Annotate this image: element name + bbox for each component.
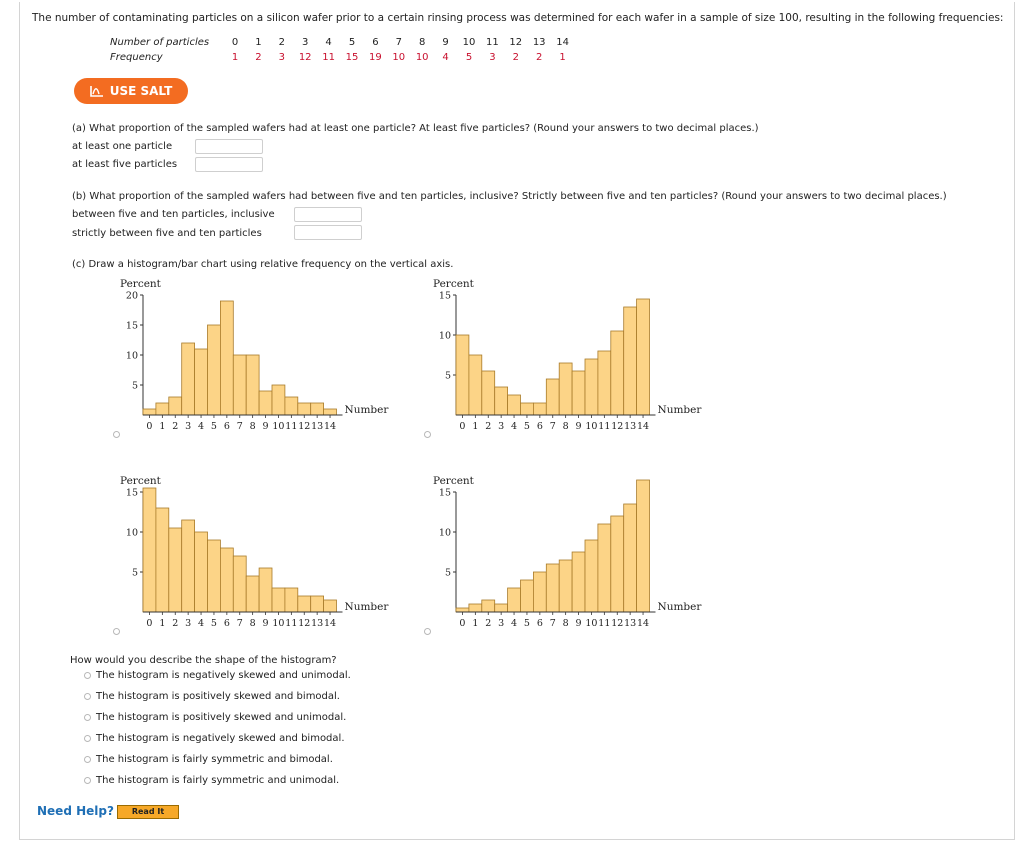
- x-tick-label: 5: [523, 618, 530, 629]
- x-tick-label: 7: [236, 618, 243, 629]
- histogram-option-c: [100, 472, 420, 637]
- frequency-cell: 10: [415, 52, 429, 63]
- histogram-option-d: [413, 472, 733, 637]
- histogram-bar: [169, 397, 182, 415]
- x-tick-label: 13: [624, 618, 637, 629]
- histogram-bar: [311, 403, 324, 415]
- x-tick-label: 7: [549, 618, 556, 629]
- shape-option-radio[interactable]: [84, 672, 91, 679]
- x-tick-label: 13: [311, 421, 324, 432]
- x-tick-label: 3: [498, 618, 505, 629]
- frequency-cell: 1: [231, 52, 239, 63]
- particle-count-cell: 9: [442, 37, 449, 48]
- particle-count-cell: 12: [509, 37, 523, 48]
- frequency-cell: 19: [369, 52, 382, 63]
- read-it-button[interactable]: Read It: [117, 805, 179, 819]
- histogram-option-a: [100, 275, 420, 440]
- between-inclusive-input[interactable]: [294, 207, 362, 222]
- histogram-bar: [156, 508, 169, 612]
- shape-option-radio[interactable]: [84, 735, 91, 742]
- intro-text: The number of contaminating particles on a silicon wafer prior to a certain rinsing process was determined for each wafer in a sample of size 100, resulting in the following frequencies:: [32, 12, 1004, 24]
- x-tick-label: 3: [185, 421, 192, 432]
- particle-count-cell: 8: [419, 37, 426, 48]
- histogram-bar: [495, 387, 508, 415]
- histogram-bar: [546, 379, 559, 415]
- x-tick-label: 11: [285, 618, 298, 629]
- x-tick-label: 5: [210, 421, 217, 432]
- particle-count-cell: 10: [462, 37, 476, 48]
- histogram-bar: [272, 588, 285, 612]
- salt-chart-icon: [90, 85, 104, 97]
- chart-c-radio[interactable]: [113, 628, 120, 635]
- strictly-between-input[interactable]: [294, 225, 362, 240]
- histogram-bar: [624, 307, 637, 415]
- x-tick-label: 6: [536, 421, 543, 432]
- histogram-bar: [559, 560, 572, 612]
- histogram-bar: [572, 371, 585, 415]
- x-tick-label: 0: [146, 421, 153, 432]
- x-tick-label: 2: [485, 421, 492, 432]
- x-tick-label: 1: [472, 421, 479, 432]
- histogram-bar: [208, 540, 221, 612]
- y-tick-label: 5: [131, 567, 138, 579]
- x-axis-label: Number: [657, 404, 702, 416]
- y-tick-label: 10: [125, 350, 138, 362]
- x-tick-label: 8: [562, 421, 569, 432]
- histogram-bar: [469, 604, 482, 612]
- y-tick-label: 10: [125, 527, 138, 539]
- histogram-bar: [546, 564, 559, 612]
- at-least-five-input[interactable]: [195, 157, 263, 172]
- x-tick-label: 9: [575, 421, 582, 432]
- y-tick-label: 15: [125, 320, 138, 332]
- x-tick-label: 4: [198, 618, 205, 629]
- particle-count-cell: 1: [255, 37, 262, 48]
- histogram-bar: [585, 540, 598, 612]
- frequency-cell: 11: [322, 52, 335, 63]
- x-tick-label: 4: [198, 421, 205, 432]
- histogram-bar: [285, 588, 298, 612]
- need-help-label: Need Help?: [37, 804, 114, 818]
- x-tick-label: 1: [472, 618, 479, 629]
- shape-question: How would you describe the shape of the histogram?: [70, 655, 337, 666]
- x-tick-label: 13: [311, 618, 324, 629]
- histogram-bar: [246, 576, 259, 612]
- histogram-bar: [611, 331, 624, 415]
- x-tick-label: 6: [223, 421, 230, 432]
- y-tick-label: 10: [438, 330, 451, 342]
- histogram-bar: [482, 371, 495, 415]
- histogram-bar: [143, 409, 156, 415]
- particle-count-cell: 4: [325, 37, 332, 48]
- shape-option-radio[interactable]: [84, 756, 91, 763]
- y-tick-label: 15: [125, 487, 138, 499]
- x-tick-label: 9: [575, 618, 582, 629]
- x-tick-label: 6: [223, 618, 230, 629]
- y-axis-label: Percent: [120, 475, 161, 487]
- histogram-bar: [324, 409, 337, 415]
- x-tick-label: 9: [262, 421, 269, 432]
- particle-count-cell: 11: [486, 37, 499, 48]
- histogram-bar: [585, 359, 598, 415]
- histogram-bar: [637, 480, 650, 612]
- part-b-label-2: strictly between five and ten particles: [72, 228, 262, 239]
- histogram-bar: [272, 385, 285, 415]
- part-b-question: (b) What proportion of the sampled wafers had between five and ten particles, inclusive? Strictly between five and ten particles? (Round your answers to two decimal places.): [72, 191, 947, 202]
- x-tick-label: 12: [611, 421, 624, 432]
- histogram-bar: [456, 335, 469, 415]
- x-tick-label: 10: [272, 421, 285, 432]
- histogram-bar: [508, 395, 521, 415]
- chart-a-radio[interactable]: [113, 431, 120, 438]
- x-tick-label: 10: [272, 618, 285, 629]
- x-tick-label: 5: [210, 618, 217, 629]
- x-tick-label: 6: [536, 618, 543, 629]
- row-label-frequency: Frequency: [110, 52, 163, 63]
- x-tick-label: 14: [324, 618, 337, 629]
- x-tick-label: 9: [262, 618, 269, 629]
- x-tick-label: 14: [324, 421, 337, 432]
- x-tick-label: 11: [598, 421, 611, 432]
- x-tick-label: 11: [598, 618, 611, 629]
- shape-option[interactable]: [84, 691, 340, 702]
- histogram-bar: [169, 528, 182, 612]
- frequency-table: [110, 37, 630, 65]
- y-tick-label: 15: [438, 290, 451, 302]
- frequency-cell: 4: [442, 52, 449, 63]
- shape-option-label: The histogram is negatively skewed and bimodal.: [96, 733, 345, 744]
- x-tick-label: 3: [185, 618, 192, 629]
- shape-option-radio[interactable]: [84, 714, 91, 721]
- x-tick-label: 0: [146, 618, 153, 629]
- histogram-bar: [233, 355, 246, 415]
- histogram-bar: [482, 600, 495, 612]
- x-tick-label: 2: [172, 618, 179, 629]
- at-least-one-input[interactable]: [195, 139, 263, 154]
- histogram-bar: [572, 552, 585, 612]
- histogram-bar: [259, 568, 272, 612]
- frequency-cell: 3: [489, 52, 496, 63]
- use-salt-button[interactable]: [74, 78, 188, 104]
- shape-option-radio[interactable]: [84, 777, 91, 784]
- x-tick-label: 8: [249, 421, 256, 432]
- histogram-bar: [259, 391, 272, 415]
- shape-option-label: The histogram is negatively skewed and unimodal.: [96, 670, 351, 681]
- y-axis-label: Percent: [120, 278, 161, 290]
- chart-b-radio[interactable]: [424, 431, 431, 438]
- x-tick-label: 12: [611, 618, 624, 629]
- x-tick-label: 2: [485, 618, 492, 629]
- part-c-question: (c) Draw a histogram/bar chart using relative frequency on the vertical axis.: [72, 259, 454, 270]
- histogram-bar: [246, 355, 259, 415]
- y-tick-label: 10: [438, 527, 451, 539]
- histogram-bar: [182, 343, 195, 415]
- x-tick-label: 2: [172, 421, 179, 432]
- frequency-cell: 15: [345, 52, 359, 63]
- histogram-bar: [220, 548, 233, 612]
- histogram-bar: [311, 596, 324, 612]
- x-tick-label: 7: [236, 421, 243, 432]
- y-tick-label: 20: [125, 290, 138, 302]
- histogram-bar: [521, 580, 534, 612]
- x-axis-label: Number: [344, 404, 389, 416]
- particle-count-cell: 3: [302, 37, 309, 48]
- histogram-bar: [456, 608, 469, 612]
- y-axis-label: Percent: [433, 475, 474, 487]
- frequency-cell: 2: [536, 52, 543, 63]
- x-tick-label: 10: [585, 421, 598, 432]
- shape-option-label: The histogram is positively skewed and bimodal.: [96, 691, 340, 702]
- part-a-label-1: at least one particle: [72, 141, 173, 152]
- shape-option-label: The histogram is fairly symmetric and unimodal.: [96, 775, 340, 786]
- histogram-bar: [637, 299, 650, 415]
- x-tick-label: 7: [549, 421, 556, 432]
- shape-option-radio[interactable]: [84, 693, 91, 700]
- frequency-cell: 2: [512, 52, 519, 63]
- histogram-bar: [508, 588, 521, 612]
- chart-d-radio[interactable]: [424, 628, 431, 635]
- frequency-cell: 2: [255, 52, 262, 63]
- x-tick-label: 14: [637, 421, 650, 432]
- histogram-bar: [285, 397, 298, 415]
- histogram-bar: [533, 572, 546, 612]
- y-tick-label: 15: [438, 487, 451, 499]
- histogram-bar: [143, 488, 156, 612]
- shape-option-label: The histogram is positively skewed and unimodal.: [96, 712, 347, 723]
- x-tick-label: 11: [285, 421, 298, 432]
- y-axis-label: Percent: [433, 278, 474, 290]
- particle-count-cell: 7: [395, 37, 402, 48]
- part-a-label-2: at least five particles: [72, 159, 178, 170]
- histogram-bar: [624, 504, 637, 612]
- x-tick-label: 14: [637, 618, 650, 629]
- shape-option[interactable]: [84, 754, 333, 765]
- particle-count-cell: 2: [278, 37, 285, 48]
- frequency-cell: 12: [298, 52, 312, 63]
- histogram-bar: [298, 403, 311, 415]
- use-salt-label: USE SALT: [109, 84, 173, 98]
- y-tick-label: 5: [444, 370, 451, 382]
- histogram-bar: [559, 363, 572, 415]
- particle-count-cell: 0: [231, 37, 239, 48]
- frequency-cell: 3: [278, 52, 285, 63]
- y-tick-label: 5: [444, 567, 451, 579]
- x-tick-label: 12: [298, 618, 311, 629]
- histogram-bar: [233, 556, 246, 612]
- part-b-label-1: between five and ten particles, inclusive: [72, 209, 275, 220]
- frequency-cell: 1: [559, 52, 566, 63]
- x-tick-label: 12: [298, 421, 311, 432]
- histogram-bar: [611, 516, 624, 612]
- particle-count-cell: 14: [556, 37, 569, 48]
- histogram-bar: [220, 301, 233, 415]
- part-a-question: (a) What proportion of the sampled wafers had at least one particle? At least five particles? (Round your answers to two decimal places.): [72, 123, 759, 134]
- row-label-particles: Number of particles: [110, 37, 210, 48]
- histogram-bar: [598, 351, 611, 415]
- x-tick-label: 1: [159, 421, 166, 432]
- shape-option[interactable]: [84, 775, 339, 786]
- shape-option[interactable]: [84, 712, 346, 723]
- x-axis-label: Number: [657, 601, 702, 613]
- x-axis-label: Number: [344, 601, 389, 613]
- x-tick-label: 8: [562, 618, 569, 629]
- histogram-bar: [469, 355, 482, 415]
- x-tick-label: 8: [249, 618, 256, 629]
- histogram-bar: [598, 524, 611, 612]
- frequency-cell: 5: [465, 52, 473, 63]
- histogram-bar: [495, 604, 508, 612]
- particle-count-cell: 13: [532, 37, 546, 48]
- x-tick-label: 4: [511, 421, 518, 432]
- shape-option[interactable]: [84, 670, 351, 681]
- histogram-bar: [182, 520, 195, 612]
- histogram-bar: [298, 596, 311, 612]
- histogram-bar: [156, 403, 169, 415]
- x-tick-label: 1: [159, 618, 166, 629]
- shape-option-label: The histogram is fairly symmetric and bimodal.: [96, 754, 333, 765]
- x-tick-label: 13: [624, 421, 637, 432]
- histogram-bar: [208, 325, 221, 415]
- frequency-cell: 10: [392, 52, 406, 63]
- shape-option[interactable]: [84, 733, 345, 744]
- histogram-option-b: [413, 275, 733, 440]
- particle-count-cell: 5: [348, 37, 356, 48]
- y-tick-label: 5: [131, 380, 138, 392]
- x-tick-label: 4: [511, 618, 518, 629]
- histogram-bar: [195, 532, 208, 612]
- particle-count-cell: 6: [372, 37, 379, 48]
- histogram-bar: [521, 403, 534, 415]
- histogram-bar: [195, 349, 208, 415]
- histogram-bar: [324, 600, 337, 612]
- x-tick-label: 0: [459, 421, 466, 432]
- x-tick-label: 10: [585, 618, 598, 629]
- x-tick-label: 0: [459, 618, 466, 629]
- histogram-bar: [533, 403, 546, 415]
- x-tick-label: 3: [498, 421, 505, 432]
- x-tick-label: 5: [523, 421, 530, 432]
